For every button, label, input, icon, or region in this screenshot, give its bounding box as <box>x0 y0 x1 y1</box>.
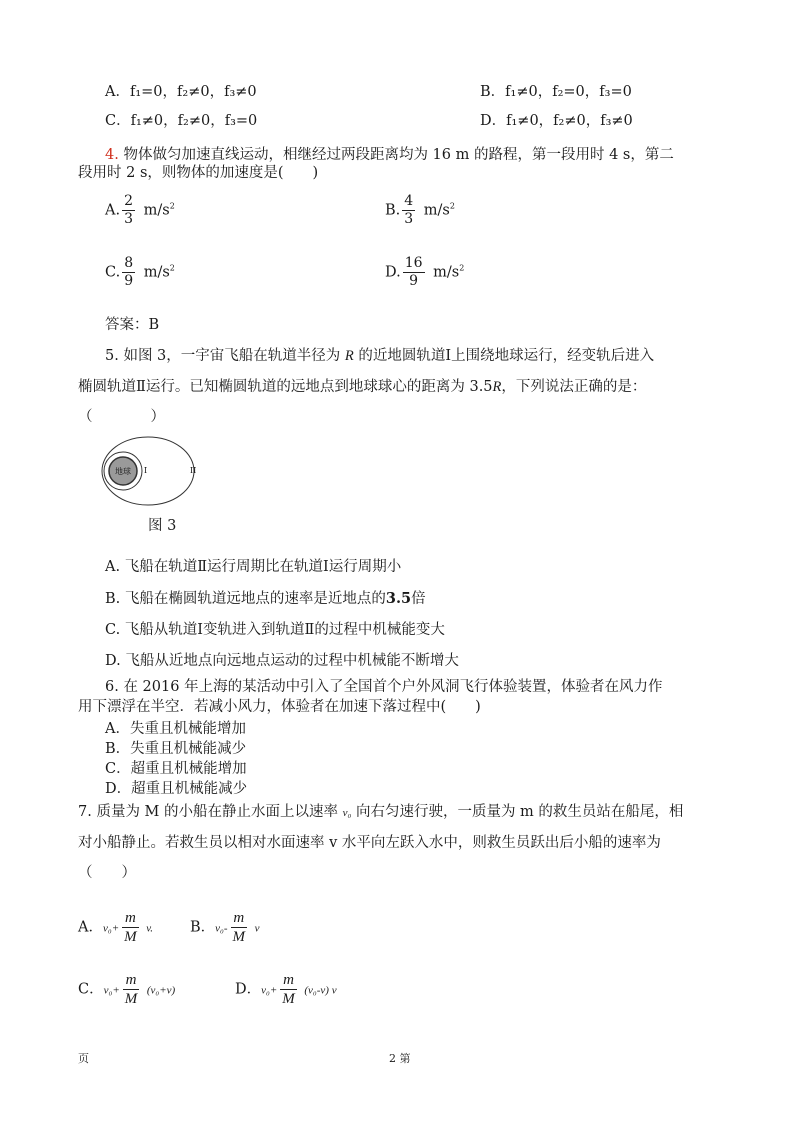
fraction: $\frac{16}{9}$ <box>404 255 423 289</box>
fraction: $\frac{m}{M}$ <box>124 910 137 945</box>
q7-stem-line2: 对小船静止。若救生员以相对水面速率 v 水平向左跃入水中，则救生员跃出后小船的速率为 <box>78 835 661 851</box>
page-number: 2 第 <box>389 1052 411 1065</box>
earth-label: 地球 <box>115 467 131 476</box>
q6-option-c: C．超重且机械能增加 <box>105 761 247 777</box>
orbit-ii-label: II <box>190 466 197 475</box>
q3-option-c: C．f₁≠0，f₂≠0，f₃=0 <box>105 113 258 129</box>
q6-option-b: B．失重且机械能减少 <box>105 741 247 757</box>
q6-stem-line2: 用下漂浮在半空．若减小风力，体验者在加速下落过程中( ) <box>78 699 481 715</box>
q4-option-c: C. $\frac{8}{9}$ $m/s^2$ <box>105 255 175 289</box>
q6-stem-line1: 6. 在 2016 年上海的某活动中引入了全国首个户外风洞飞行体验装置，体验者在风力作 <box>105 679 663 695</box>
q4-number: 4. <box>105 147 119 163</box>
orbit-i-label: I <box>144 466 148 475</box>
q4-option-d: D. $\frac{16}{9}$ $m/s^2$ <box>385 255 465 289</box>
fraction: $\frac{m}{M}$ <box>124 972 138 1007</box>
q4-stem-text1: 物体做匀加速直线运动，相继经过两段距离均为 16 m 的路程，第一段用时 4 s，第二 <box>123 147 674 163</box>
q5-option-d: D. 飞船从近地点向远地点运动的过程中机械能不断增大 <box>105 653 459 669</box>
q7-option-c: C．v₀+ $\frac{m}{M}$ (v₀+v) <box>78 972 176 1007</box>
orbit-figure <box>98 435 208 507</box>
q7-answer-blank: （ ） <box>78 865 136 881</box>
fraction: $\frac{m}{M}$ <box>232 910 246 945</box>
q6-option-d: D．超重且机械能减少 <box>105 781 248 797</box>
q5-answer-blank: （ ） <box>78 409 165 425</box>
q3-option-d: D．f₁≠0，f₂≠0，f₃≠0 <box>480 113 633 129</box>
q5-option-c: C. 飞船从轨道Ⅰ变轨进入到轨道Ⅱ的过程中机械能变大 <box>105 622 445 638</box>
q7-option-a: A．v₀+ $\frac{m}{M}$ v. <box>78 910 154 945</box>
q4-answer: 答案：B <box>105 317 160 333</box>
figure-caption: 图 3 <box>148 518 177 534</box>
q5-stem-line1: 5. 如图 3，一宇宙飞船在轨道半径为 R 的近地圆轨道Ⅰ上围绕地球运行，经变轨后进入 <box>105 348 655 364</box>
footer-left: 页 <box>78 1052 89 1065</box>
fraction: $\frac{8}{9}$ <box>124 255 134 289</box>
q3-option-a: A．f₁=0，f₂≠0，f₃≠0 <box>105 84 257 100</box>
q7-option-b: B．v₀- $\frac{m}{M}$ v <box>190 910 260 945</box>
q7-option-d: D．v₀+ $\frac{m}{M}$ (v₀-v) v <box>235 972 337 1007</box>
q6-option-a: A．失重且机械能增加 <box>105 721 246 737</box>
q5-option-a: A. 飞船在轨道Ⅱ运行周期比在轨道Ⅰ运行周期小 <box>105 559 402 575</box>
q5-option-b: B. 飞船在椭圆轨道远地点的速率是近地点的3.5倍 <box>105 590 426 607</box>
fraction: $\frac{2}{3}$ <box>124 193 134 227</box>
q5-stem-line2: 椭圆轨道Ⅱ运行。已知椭圆轨道的远地点到地球球心的距离为 3.5R，下列说法正确的是： <box>78 379 647 395</box>
q3-option-b: B．f₁≠0，f₂=0，f₃=0 <box>480 84 632 100</box>
q7-stem-line1: 7. 质量为 M 的小船在静止水面上以速率 v₀ 向右匀速行驶，一质量为 m 的救生员站在船尾，相 <box>78 804 684 820</box>
q4-option-a: A. $\frac{2}{3}$ $m/s^2$ <box>105 193 175 227</box>
fraction: $\frac{m}{M}$ <box>282 972 295 1007</box>
fraction: $\frac{4}{3}$ <box>404 193 414 227</box>
q4-option-b: B. $\frac{4}{3}$ $m/s^2$ <box>385 193 455 227</box>
q4-stem-line2: 段用时 2 s，则物体的加速度是( ) <box>78 165 319 181</box>
